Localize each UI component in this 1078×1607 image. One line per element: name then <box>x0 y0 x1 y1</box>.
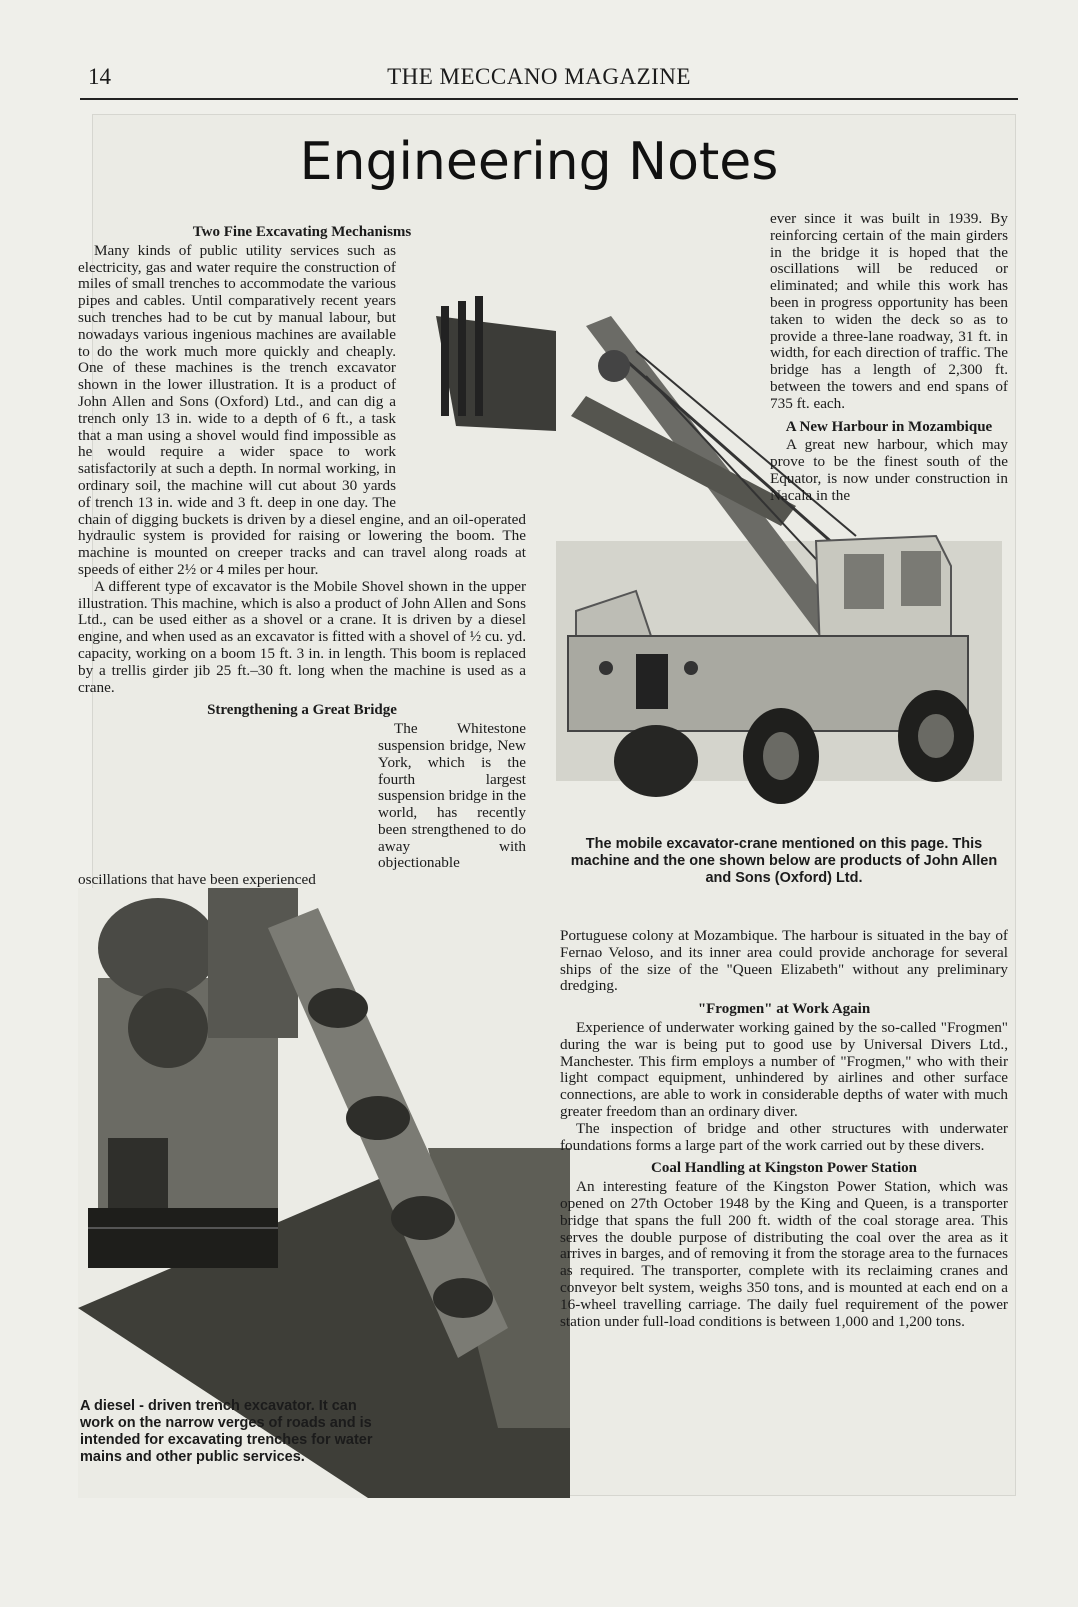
right-column-upper <box>560 211 1008 511</box>
frogmen-paragraph-2: The inspection of bridge and other structures with underwater foundations forms a large part of the work carried out by these divers. <box>560 1119 1008 1154</box>
bridge-paragraph-2: ever since it was built in 1939. By reinforcing certain of the main girders in the bridge it is hoped that the oscillations will be reduced or eliminated; and while this work has been in progress opportunity has been taken to widen the deck so as to provide a three-lane roadway, 31 ft. in width, for each direction of traffic. The bridge has a length of 2,300 ft. between the towers and end spans of 735 ft. each. <box>770 210 1008 412</box>
section-heading-excavators: Two Fine Excavating Mechanisms <box>192 224 412 240</box>
section-heading-bridge: Strengthening a Great Bridge <box>207 702 397 719</box>
excavators-paragraph-1: Many kinds of public utility services such as electricity, gas and water require the construction of miles of small trenches to accommodate the various pipes and cables. Until comparatively recent years such trenches had to be cut by manual labour, but nowadays various ingenious machines are available to do the work much more quickly and cheaply. One of these machines is the trench excavator shown in the lower illustration. It is a product of John Allen and Sons (Oxford) Ltd., and can dig a trench only 13 in. wide to a depth of 6 ft., a task that a man using a shovel would find impossible as he would require a wider space to work satisfactorily at such a depth. In normal working, in ordinary soil, the machine will cut about 30 yards of trench 13 in. wide and 3 ft. deep in one day. The chain of digging buckets is driven by a diesel engine, and an oil-operated hydraulic system is provided for raising or lowering the boom. The machine is mounted on creeper tracks and can travel along roads at speeds of either 2½ or 4 miles per hour. <box>78 241 526 578</box>
harbour-paragraph-1: A great new harbour, which may prove to be the finest south of the Equator, is now under construction in Nacala in the <box>770 436 1008 504</box>
excavators-paragraph-2: A different type of excavator is the Mobile Shovel shown in the upper illustration. This machine, which is also a product of John Allen and Sons Ltd., can be used either as a shovel or a crane. It is driven by a diesel engine, and when used as an excavator is fitted with a shovel of ½ cu. yd. capacity, working on a boom 15 ft. 3 in. in length. This boom is replaced by a trellis girder jib 25 ft.–30 ft. long when the machine is used as a crane. <box>78 577 526 696</box>
page-number: 14 <box>88 64 111 89</box>
section-heading-frogmen: "Frogmen" at Work Again <box>697 1001 871 1018</box>
bridge-paragraph-1: The Whitestone suspension bridge, New York, which is the fourth largest suspension bridge in the world, has recently been strengthened to do away with objectionable oscillations that have been experienced <box>78 720 526 889</box>
kingston-paragraph-1: An interesting feature of the Kingston Power Station, which was opened on 27th October 1948 by the King and Queen, is a transporter bridge that spans the full 200 ft. width of the coal storage area. This serves the double purpose of distributing the coal over the area as it arrives in barges, and of removing it from the storage area to the furnaces as required. The transporter, complete with its reclaiming cranes and conveyor belt system, weighs 350 tons, and is mounted at each end on a 16-wheel travelling carriage. The daily fuel requirement of the power station under full-load conditions is between 1,000 and 1,200 tons. <box>560 1178 1008 1330</box>
magazine-title: THE MECCANO MAGAZINE <box>387 64 691 89</box>
page-title: Engineering Notes <box>299 132 779 192</box>
text-wrap-bridge <box>78 721 378 861</box>
text-wrap-right <box>560 211 770 511</box>
frogmen-paragraph-1: Experience of underwater working gained by the so-called "Frogmen" during the war is being put to good use by Universal Divers Ltd., Manchester. This firm employs a number of "Frogmen," who with their light compact equipment, unhindered by airlines and other surface connections, are able to work in considerable depths of water with much greater freedom than an ordinary diver. <box>560 1018 1008 1120</box>
text-wrap-left <box>396 243 526 508</box>
crane-caption: The mobile excavator-crane mentioned on this page. This machine and the one shown below are products of John Allen and Sons (Oxford) Ltd. <box>570 836 998 886</box>
header-rule <box>80 98 1018 100</box>
left-column <box>78 218 526 889</box>
trench-caption: A diesel - driven trench excavator. It can work on the narrow verges of roads and is intended for excavating trenches for water mains and other public services. <box>80 1398 373 1465</box>
right-column-lower <box>560 928 1008 1330</box>
section-heading-harbour: A New Harbour in Mozambique <box>785 418 993 435</box>
harbour-paragraph-2: Portuguese colony at Mozambique. The harbour is situated in the bay of Fernao Veloso, and its inner area could provide anchorage for several ships of the size of the "Queen Elizabeth" without any preliminary dredging. <box>560 927 1008 995</box>
section-heading-kingston: Coal Handling at Kingston Power Station <box>650 1160 917 1177</box>
